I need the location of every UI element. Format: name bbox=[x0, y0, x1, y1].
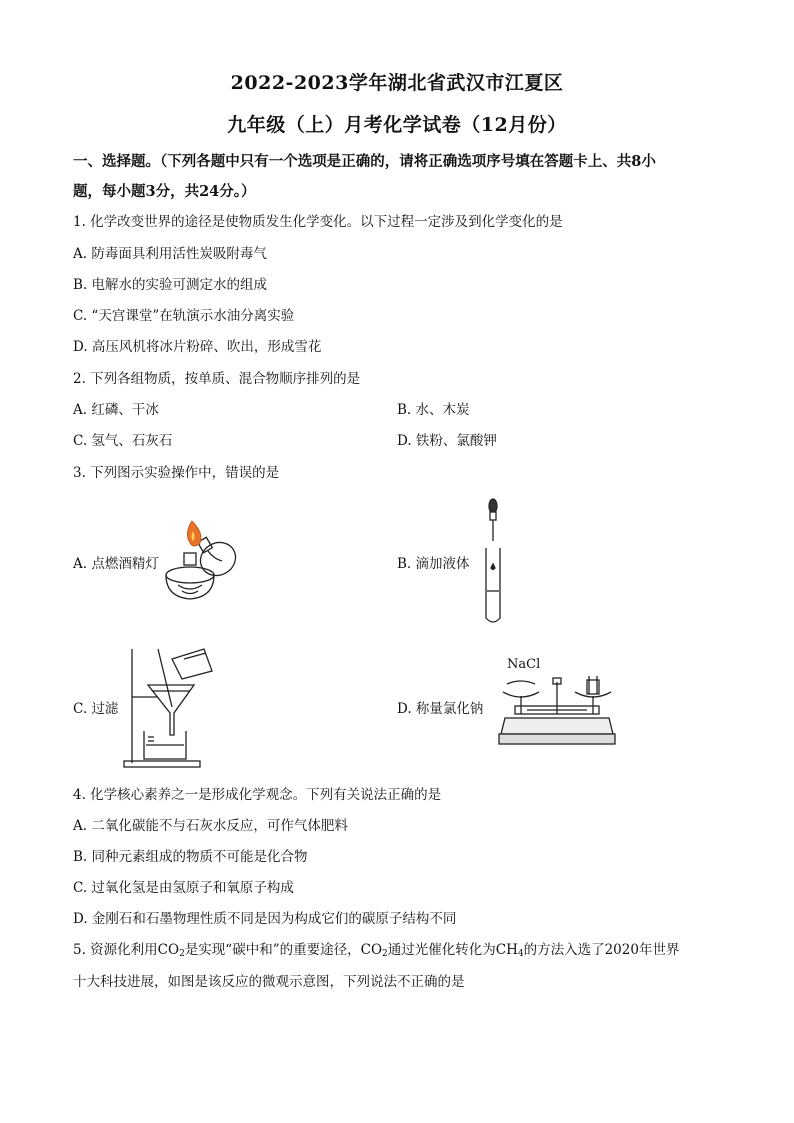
section-instructions-line1: 一、选择题。（下列各题中只有一个选项是正确的，请将正确选项序号填在答题卡上、共8小 bbox=[73, 153, 656, 170]
q1-option-d: D. 高压风机将冰片粉碎、吹出，形成雪花 bbox=[73, 339, 322, 355]
q1-option-c: C. “天宫课堂”在轨演示水油分离实验 bbox=[73, 308, 295, 324]
section-instructions-line2: 题，每小题3分，共24分。） bbox=[73, 183, 256, 200]
dropper-tube-icon bbox=[478, 496, 508, 626]
q4-option-c: C. 过氧化氢是由氢原子和氧原子构成 bbox=[73, 880, 294, 896]
q4-option-a: A. 二氧化碳能不与石灰水反应，可作气体肥料 bbox=[73, 818, 348, 834]
page-title-line2: 九年级（上）月考化学试卷（12月份） bbox=[227, 114, 567, 136]
filtration-apparatus-icon bbox=[120, 645, 220, 770]
q1-option-b: B. 电解水的实验可测定水的组成 bbox=[73, 277, 268, 293]
q5-stem-part4: 的方法入选了2020年世界 bbox=[523, 942, 680, 958]
nacl-label: NaCl bbox=[507, 657, 541, 672]
q4-option-d: D. 金刚石和石墨物理性质不同是因为构成它们的碳原子结构不同 bbox=[73, 911, 457, 927]
q1-stem: 1. 化学改变世界的途径是使物质发生化学变化。以下过程一定涉及到化学变化的是 bbox=[73, 214, 563, 230]
q2-option-d: D. 铁粉、氯酸钾 bbox=[397, 433, 497, 449]
q5-stem-part2: 是实现“碳中和”的重要途径，CO bbox=[184, 942, 383, 958]
q5-stem-sub3: 4 bbox=[517, 949, 524, 959]
q2-option-b: B. 水、木炭 bbox=[397, 402, 470, 418]
q3-stem: 3. 下列图示实验操作中，错误的是 bbox=[73, 465, 280, 481]
q4-option-b: B. 同种元素组成的物质不可能是化合物 bbox=[73, 849, 308, 865]
q3-option-c: C. 过滤 bbox=[73, 701, 119, 717]
q5-stem-part3: 通过光催化转化为CH bbox=[387, 942, 518, 958]
alcohol-lamp-icon bbox=[160, 515, 246, 607]
q3-option-b: B. 滴加液体 bbox=[397, 556, 470, 572]
q5-stem-sub2: 2 bbox=[382, 949, 388, 959]
q1-option-a: A. 防毒面具利用活性炭吸附毒气 bbox=[73, 246, 267, 262]
q2-option-a: A. 红磷、干冰 bbox=[73, 402, 159, 418]
q5-stem-part1: 5. 资源化利用CO bbox=[73, 942, 180, 958]
q5-stem-line1 bbox=[73, 941, 679, 963]
q3-option-a: A. 点燃酒精灯 bbox=[73, 556, 159, 572]
q3-option-d: D. 称量氯化钠 bbox=[397, 701, 484, 717]
q2-option-c: C. 氢气、石灰石 bbox=[73, 433, 173, 449]
page-title-line1: 2022-2023学年湖北省武汉市江夏区 bbox=[230, 72, 564, 94]
q5-stem-sub1: 2 bbox=[179, 949, 185, 959]
balance-scale-icon bbox=[497, 672, 617, 752]
q4-stem: 4. 化学核心素养之一是形成化学观念。下列有关说法正确的是 bbox=[73, 787, 442, 803]
q5-stem-line2: 十大科技进展，如图是该反应的微观示意图，下列说法不正确的是 bbox=[73, 974, 465, 990]
q2-stem: 2. 下列各组物质，按单质、混合物顺序排列的是 bbox=[73, 371, 361, 387]
